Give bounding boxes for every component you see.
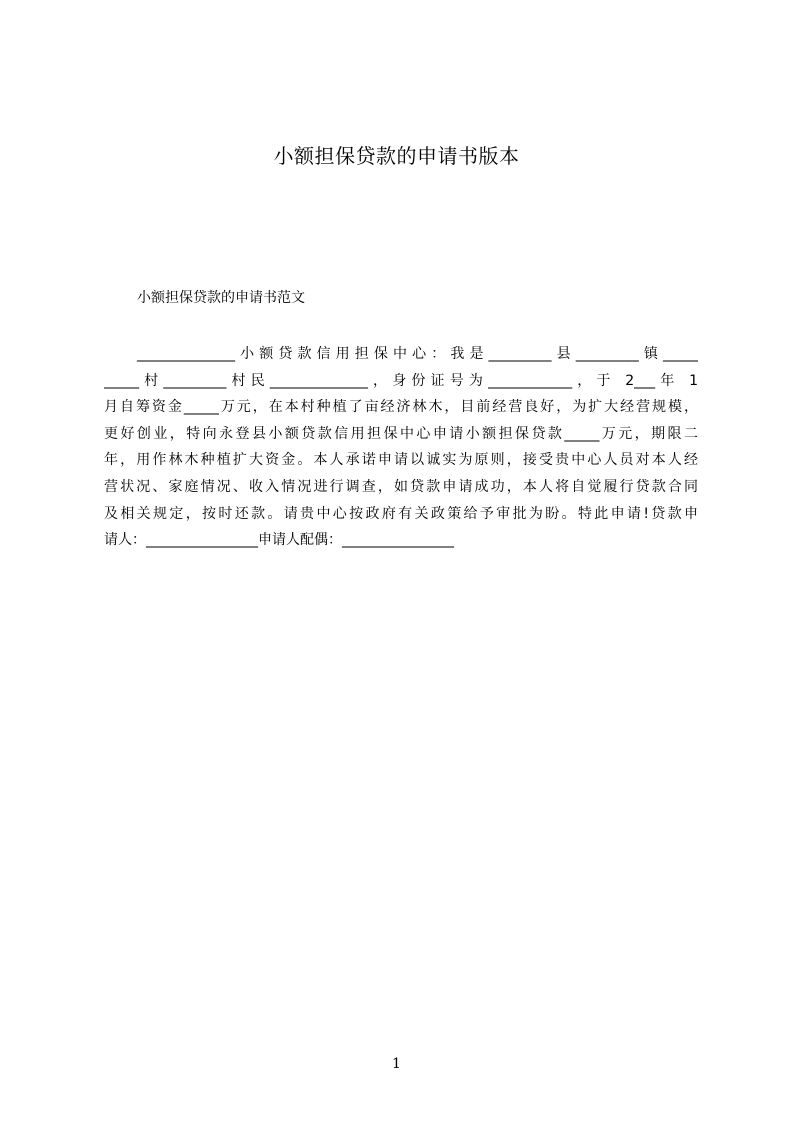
- body-line: 请人：________________申请人配偶：________________: [104, 532, 454, 549]
- document-subtitle: 小额担保贷款的申请书范文: [137, 290, 305, 306]
- document-title: 小额担保贷款的申请书版本: [273, 144, 520, 168]
- application-body: [104, 341, 698, 554]
- body-line: ______________小额贷款信用担保中心：我是_________县_________镇_____: [137, 346, 698, 362]
- page-number: 1: [392, 1056, 401, 1072]
- body-line: _____村_________村民______________，身份证号为____________，于 2___年 1: [104, 372, 698, 389]
- body-line: 及相关规定，按时还款。请贵中心按政府有关政策给予审批为盼。特此申请!贷款申: [104, 505, 698, 522]
- body-line: 年，用作林木种植扩大资金。本人承诺申请以诚实为原则，接受贵中心人员对本人经: [104, 452, 698, 469]
- body-line: 更好创业，特向永登县小额贷款信用担保中心申请小额担保贷款_____万元，期限二: [104, 425, 698, 442]
- body-line: 月自筹资金_____万元，在本村种植了亩经济林木，目前经营良好，为扩大经营规模，: [104, 399, 698, 416]
- body-line: 营状况、家庭情况、收入情况进行调查，如贷款申请成功，本人将自觉履行贷款合同: [104, 478, 698, 495]
